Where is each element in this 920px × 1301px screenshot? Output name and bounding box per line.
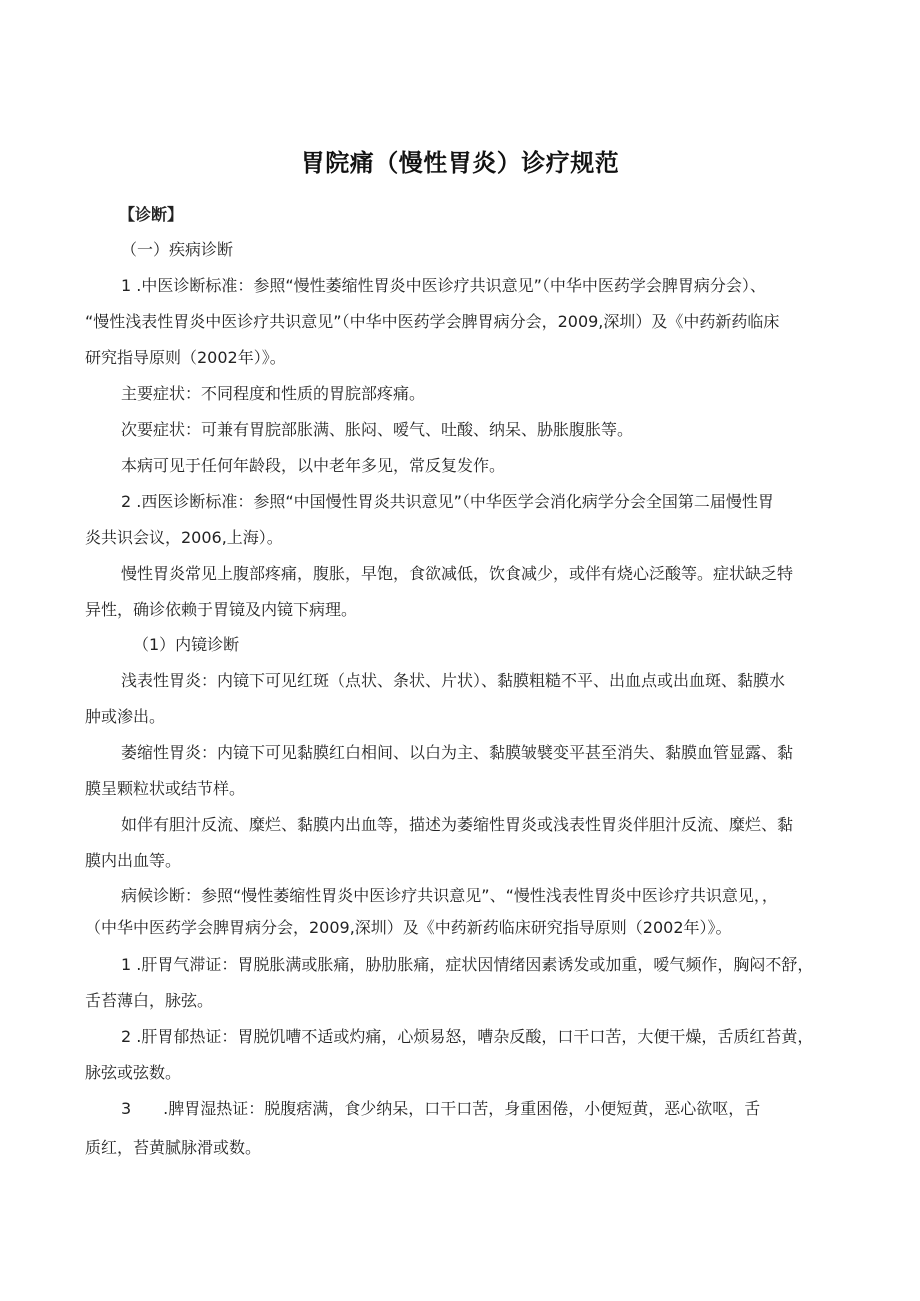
subsection-disease-diagnosis: （一）疾病诊断: [121, 240, 234, 259]
superficial-gastritis-line-2: 肿或渗出。: [85, 707, 166, 726]
paragraph-western-criteria-line-1: 2 .西医诊断标准：参照“中国慢性胃炎共识意见”（中华医学会消化病学分会全国第二届慢性胃: [121, 492, 774, 511]
liver-stomach-heat-line-1: 2 .肝胃郁热证：胃脱饥嘈不适或灼痛，心烦易怒，嘈杂反酸，口干口苦，大便干燥，舌质红苔黄，: [121, 1027, 814, 1046]
atrophic-gastritis-line-1: 萎缩性胃炎：内镜下可见黏膜红白相间、以白为主、黏膜皱襞变平甚至消失、黏膜血管显露、黏: [121, 743, 794, 762]
atrophic-gastritis-line-2: 膜呈颗粒状或结节样。: [85, 779, 246, 798]
paragraph-western-criteria-line-2: 炎共识会议，2006,上海）。: [85, 528, 283, 547]
syndrome-diagnosis-line-1: 病候诊断：参照“慢性萎缩性胃炎中医诊疗共识意见”、“慢性浅表性胃炎中医诊疗共识意见，，: [121, 886, 778, 905]
paragraph-tcm-criteria-line-3: 研究指导原则（2002年）》。: [85, 348, 286, 367]
liver-stomach-qi-stagnation-line-2: 舌苔薄白，脉弦。: [85, 991, 214, 1010]
syndrome-diagnosis-line-2: （中华中医药学会脾胃病分会，2009,深圳）及《中药新药临床研究指导原则（2002年）》。: [85, 918, 732, 937]
spleen-stomach-damp-heat-line-2: 质红，苔黄腻脉滑或数。: [85, 1138, 262, 1157]
paragraph-symptoms-line-1: 慢性胃炎常见上腹部疼痛，腹胀，早饱，食欲减低，饮食减少，或伴有烧心泛酸等。症状缺乏特: [121, 564, 794, 583]
main-symptom: 主要症状：不同程度和性质的胃脘部疼痛。: [121, 384, 426, 403]
age-note: 本病可见于任何年龄段，以中老年多见，常反复发作。: [121, 456, 506, 475]
liver-stomach-heat-line-2: 脉弦或弦数。: [85, 1063, 182, 1082]
endoscopy-heading: （1）内镜诊断: [133, 635, 240, 654]
bile-reflux-line-2: 膜内出血等。: [85, 851, 182, 870]
secondary-symptom: 次要症状：可兼有胃脘部胀满、胀闷、嗳气、吐酸、纳呆、胁胀腹胀等。: [121, 420, 634, 439]
paragraph-tcm-criteria-line-2: “慢性浅表性胃炎中医诊疗共识意见”（中华中医药学会脾胃病分会，2009,深圳）及《中药新药临床: [85, 312, 780, 331]
document-title: 胃院痛（慢性胃炎）诊疗规范: [300, 149, 620, 177]
liver-stomach-qi-stagnation-line-1: 1 .肝胃气滞证：胃脱胀满或胀痛，胁肋胀痛，症状因情绪因素诱发或加重，嗳气频作，胸闷不舒，: [121, 955, 814, 974]
paragraph-symptoms-line-2: 异性，确诊依赖于胃镜及内镜下病理。: [85, 600, 358, 619]
superficial-gastritis-line-1: 浅表性胃炎：内镜下可见红斑（点状、条状、片状）、黏膜粗糙不平、出血点或出血斑、黏膜水: [121, 671, 786, 690]
spleen-stomach-damp-heat-line-1: 3 .脾胃湿热证：脱腹痞满，食少纳呆，口干口苦，身重困倦，小便短黄，恶心欲呕，舌: [121, 1099, 761, 1118]
section-heading-diagnosis: 【诊断】: [119, 205, 184, 224]
bile-reflux-line-1: 如伴有胆汁反流、糜烂、黏膜内出血等，描述为萎缩性胃炎或浅表性胃炎伴胆汁反流、糜烂、黏: [121, 815, 794, 834]
paragraph-tcm-criteria-line-1: 1 .中医诊断标准：参照“慢性萎缩性胃炎中医诊疗共识意见”（中华中医药学会脾胃病分会）、: [121, 276, 766, 295]
